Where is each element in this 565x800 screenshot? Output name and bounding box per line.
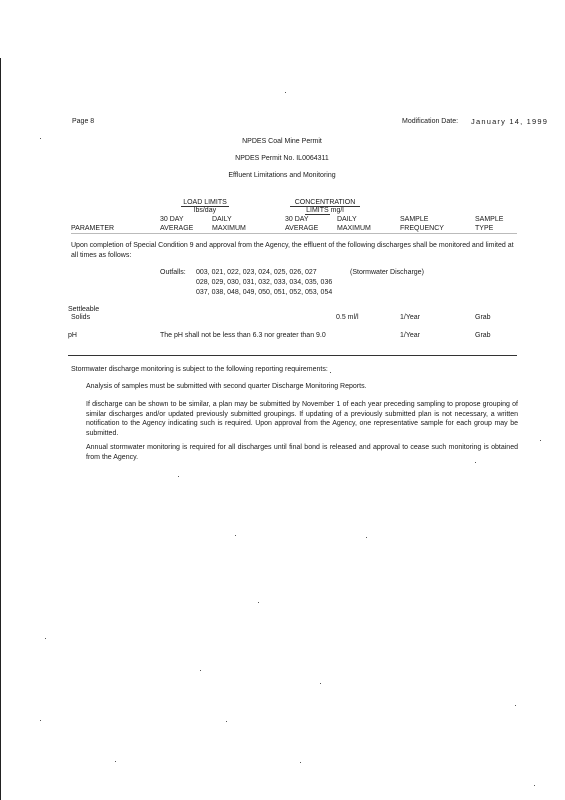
permit-title: NPDES Coal Mine Permit bbox=[242, 138, 322, 145]
page-number: Page 8 bbox=[72, 118, 95, 125]
requirements-intro: Stormwater discharge monitoring is subject to the following reporting requirements: bbox=[71, 366, 328, 373]
outfalls-line-1: 003, 021, 022, 023, 024, 025, 026, 027 bbox=[196, 269, 317, 276]
conc-avg-heading-2: AVERAGE bbox=[285, 225, 319, 232]
concentration-units: LIMITS mg/l bbox=[306, 207, 344, 214]
outfalls-label: Outfalls: bbox=[160, 269, 186, 276]
modification-date: January 14, 1999 bbox=[471, 117, 549, 126]
requirement-paragraph-1: Analysis of samples must be submitted with second quarter Discharge Monitoring Reports. bbox=[86, 383, 367, 390]
scan-left-edge bbox=[0, 58, 1, 800]
load-avg-heading-1: 30 DAY bbox=[160, 216, 184, 223]
type-heading-1: SAMPLE bbox=[475, 216, 504, 223]
row-ph-frequency: 1/Year bbox=[400, 332, 420, 339]
row-ph-parameter: pH bbox=[68, 332, 77, 339]
load-limits-units: lbs/day bbox=[193, 207, 217, 214]
row-settleable-type: Grab bbox=[475, 314, 491, 321]
requirement-paragraph-3: Annual stormwater monitoring is required for all discharges until final bond is released and approval to cease such monitoring is obtained from the Agency. bbox=[86, 444, 518, 461]
parameter-heading: PARAMETER bbox=[71, 225, 115, 232]
type-heading-2: TYPE bbox=[475, 225, 494, 232]
row-settleable-limit: 0.5 ml/l bbox=[336, 314, 359, 321]
outfalls-line-2: 028, 029, 030, 031, 032, 033, 034, 035, 036 bbox=[196, 279, 333, 286]
outfalls-line-3: 037, 038, 048, 049, 050, 051, 052, 053, 054 bbox=[196, 289, 333, 296]
frequency-heading-2: FREQUENCY bbox=[400, 225, 444, 232]
section-title: Effluent Limitations and Monitoring bbox=[228, 172, 336, 179]
row-ph-type: Grab bbox=[475, 332, 491, 339]
load-max-heading-2: MAXIMUM bbox=[212, 225, 246, 232]
load-avg-heading-2: AVERAGE bbox=[160, 225, 194, 232]
row-settleable-frequency: 1/Year bbox=[400, 314, 420, 321]
load-max-heading-1: DAILY bbox=[212, 216, 232, 223]
row-settleable-parameter-2: Solids bbox=[71, 314, 91, 321]
row-ph-limit: The pH shall not be less than 6.3 nor greater than 9.0 bbox=[160, 332, 326, 339]
outfalls-note: (Stormwater Discharge) bbox=[350, 269, 424, 276]
row-settleable-parameter-1: Settleable bbox=[68, 306, 100, 313]
intro-text: Upon completion of Special Condition 9 and approval from the Agency, the effluent of the following discharges shall be monitored and limited at all times as follows: bbox=[71, 242, 514, 259]
table-divider bbox=[68, 355, 517, 356]
concentration-heading: CONCENTRATION bbox=[294, 199, 356, 206]
permit-number: NPDES Permit No. IL0064311 bbox=[235, 155, 329, 162]
conc-max-heading-2: MAXIMUM bbox=[337, 225, 371, 232]
conc-max-heading-1: DAILY bbox=[337, 216, 357, 223]
load-limits-heading: LOAD LIMITS bbox=[183, 199, 227, 206]
conc-avg-heading-1: 30 DAY bbox=[285, 216, 309, 223]
requirement-paragraph-2: If discharge can be shown to be similar, a plan may be submitted by November 1 of each year preceding sampling to propose grouping of similar discharges and/or updated previously submitted groupings. If updating of a previously submitted plan is not necessary, a written notification to the Agency indicating such is required. Upon approval from the Agency, one representative sample for each group may be submitted. bbox=[86, 401, 518, 437]
modification-label: Modification Date: bbox=[402, 118, 459, 125]
frequency-heading-1: SAMPLE bbox=[400, 216, 429, 223]
